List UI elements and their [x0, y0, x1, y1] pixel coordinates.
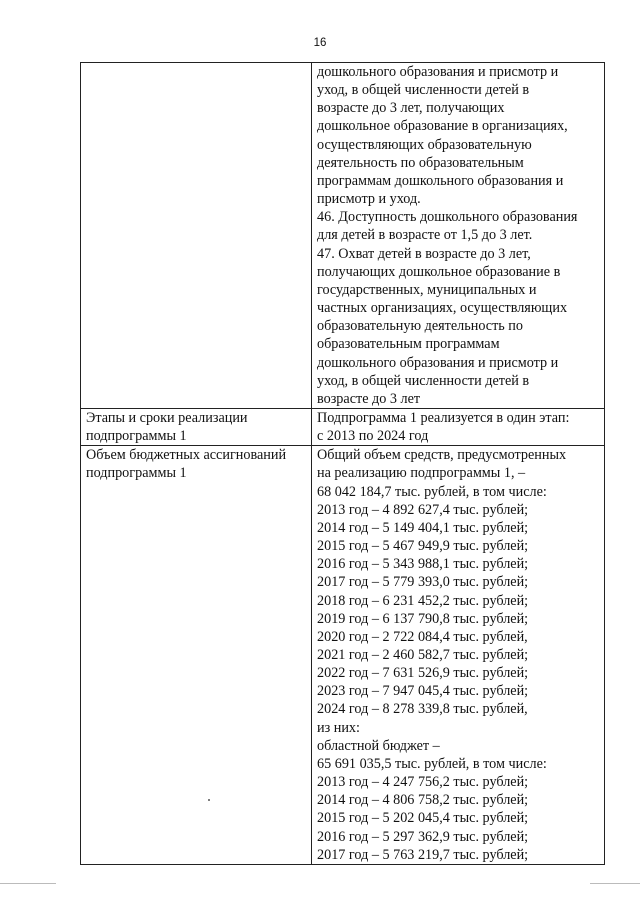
- table-row: [81, 408, 605, 445]
- row-value-line: частных организациях, осуществляющих: [317, 300, 568, 317]
- row-value-line: для детей в возрасте от 1,5 до 3 лет.: [317, 227, 533, 244]
- row-value-line: 2015 год – 5 467 949,9 тыс. рублей;: [317, 538, 529, 555]
- row-value-line: программам дошкольного образования и: [317, 172, 564, 189]
- row-value-line: уход, в общей численности детей в: [317, 82, 530, 99]
- row-value-line: 68 042 184,7 тыс. рублей, в том числе:: [317, 483, 547, 500]
- row-value-line: 2013 год – 4 892 627,4 тыс. рублей;: [317, 501, 529, 518]
- row-value-line: получающих дошкольное образование в: [317, 263, 561, 280]
- row-value-cell: [312, 63, 605, 409]
- row-value-line: 2015 год – 5 202 045,4 тыс. рублей;: [317, 810, 529, 827]
- row-label-line: Этапы и сроки реализации: [86, 409, 248, 426]
- row-value-line: на реализацию подпрограммы 1, –: [317, 465, 526, 482]
- row-value-line: 2018 год – 6 231 452,2 тыс. рублей;: [317, 592, 529, 609]
- row-value-line: 2021 год – 2 460 582,7 тыс. рублей;: [317, 647, 529, 663]
- row-value-line: Общий объем средств, предусмотренных: [317, 447, 567, 464]
- scan-speck: [208, 799, 210, 801]
- row-value-line: из них:: [317, 719, 360, 736]
- row-label-line: подпрограммы 1: [86, 428, 187, 445]
- row-value-cell: [312, 408, 605, 445]
- row-value-line: Подпрограмма 1 реализуется в один этап:: [317, 409, 570, 426]
- row-value-line: 46. Доступность дошкольного образования: [317, 209, 578, 226]
- row-value-cell: [312, 446, 605, 865]
- table-row: [81, 446, 605, 865]
- row-value-line: образовательным программам: [317, 336, 500, 353]
- table-row: [81, 63, 605, 409]
- row-label-line: Объем бюджетных ассигнований: [86, 447, 287, 464]
- row-value-line: 47. Охват детей в возрасте до 3 лет,: [317, 245, 531, 262]
- row-value-line: 2024 год – 8 278 339,8 тыс. рублей,: [317, 701, 528, 718]
- row-value-line: 2014 год – 4 806 758,2 тыс. рублей;: [317, 792, 529, 809]
- subprogram-passport-table: [80, 62, 605, 865]
- row-value-line: 2017 год – 5 763 219,7 тыс. рублей;: [317, 846, 529, 863]
- row-value-line: осуществляющих образовательную: [317, 136, 532, 153]
- row-label-cell: [81, 63, 312, 409]
- row-value-line: присмотр и уход.: [317, 191, 421, 208]
- row-value-line: 2016 год – 5 343 988,1 тыс. рублей;: [317, 556, 529, 573]
- row-value-line: с 2013 по 2024 год: [317, 428, 429, 445]
- row-value-line: уход, в общей численности детей в: [317, 372, 530, 389]
- row-value-line: возрасте до 3 лет: [317, 390, 421, 407]
- row-value-line: деятельность по образовательным: [317, 154, 524, 171]
- row-label-cell: [81, 408, 312, 445]
- row-value-line: 2013 год – 4 247 756,2 тыс. рублей;: [317, 774, 529, 791]
- row-value-line: дошкольного образования и присмотр и: [317, 354, 559, 371]
- row-value-line: образовательную деятельность по: [317, 318, 523, 335]
- row-value-line: дошкольное образование в организациях,: [317, 118, 568, 135]
- row-value-line: возрасте до 3 лет, получающих: [317, 100, 505, 117]
- page-number: 16: [313, 37, 327, 49]
- scan-edge-left: [0, 883, 56, 884]
- row-value-line: 2014 год – 5 149 404,1 тыс. рублей;: [317, 519, 529, 536]
- row-value-line: областной бюджет –: [317, 737, 440, 754]
- row-value-line: 2017 год – 5 779 393,0 тыс. рублей;: [317, 574, 529, 591]
- row-value-line: государственных, муниципальных и: [317, 281, 537, 298]
- row-label-line: подпрограммы 1: [86, 465, 187, 482]
- row-value-line: 2020 год – 2 722 084,4 тыс. рублей,: [317, 628, 528, 645]
- row-label-cell: [81, 446, 312, 865]
- scan-edge-right: [590, 883, 640, 884]
- row-value-line: 2022 год – 7 631 526,9 тыс. рублей;: [317, 665, 529, 682]
- row-value-line: 2019 год – 6 137 790,8 тыс. рублей;: [317, 610, 529, 627]
- row-value-line: 65 691 035,5 тыс. рублей, в том числе:: [317, 755, 547, 772]
- row-value-line: 2023 год – 7 947 045,4 тыс. рублей;: [317, 683, 529, 700]
- row-value-line: дошкольного образования и присмотр и: [317, 64, 559, 80]
- row-value-line: 2016 год – 5 297 362,9 тыс. рублей;: [317, 828, 529, 845]
